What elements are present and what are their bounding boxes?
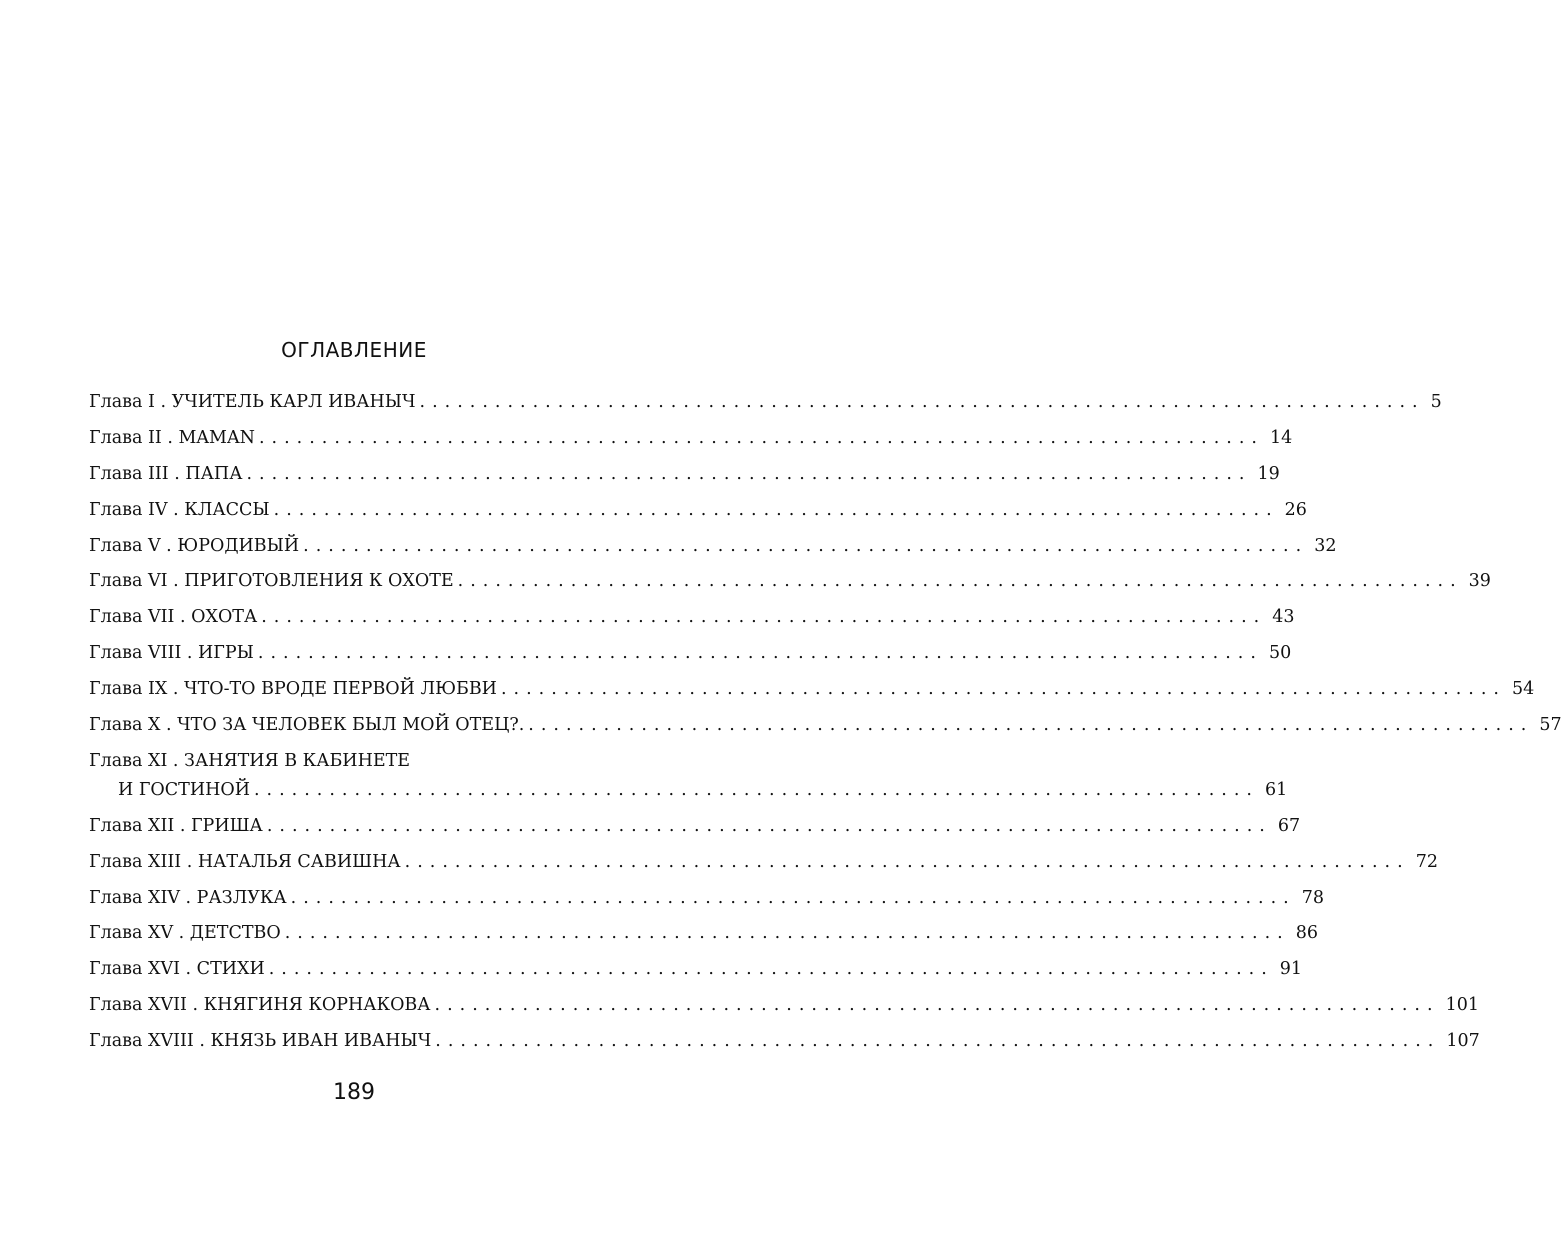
dot-leader: ................................................................................: [435, 1031, 1441, 1052]
toc-entry-label: Глава V . ЮРОДИВЫЙ: [89, 535, 300, 556]
toc-entry-page: 26: [1284, 499, 1307, 520]
toc-entry: [89, 923, 1319, 959]
toc-entry-label: Глава XV . ДЕТСТВО: [89, 923, 281, 944]
toc-entry-label: Глава XIV . РАЗЛУКА: [89, 887, 287, 908]
toc-entry-label-cont: И ГОСТИНОЙ: [118, 779, 250, 800]
toc-entry: [89, 995, 1479, 1031]
toc-entry-label: Глава IV . КЛАССЫ: [89, 499, 270, 520]
toc-entry-first-line: [89, 751, 620, 780]
toc-entry-page: 32: [1314, 535, 1337, 556]
toc-entry-page: 107: [1446, 1031, 1480, 1052]
toc-entry-page: 43: [1272, 607, 1295, 628]
toc-entry: [89, 679, 1535, 715]
dot-leader: ................................................................................: [434, 995, 1440, 1016]
toc-entry: [89, 815, 1301, 852]
toc-entry-page: 54: [1511, 679, 1535, 700]
dot-leader: ................................................................................: [268, 959, 1274, 980]
toc-entry: [89, 499, 1307, 536]
toc-entry-label: Глава XVII . КНЯГИНЯ КОРНАКОВА: [89, 995, 431, 1016]
dot-leader: ................................................................................: [261, 607, 1267, 628]
page-number: 189: [333, 1080, 375, 1105]
toc-entry-label: Глава XVI . СТИХИ: [89, 959, 265, 980]
toc-entry-label: Глава XVIII . КНЯЗЬ ИВАН ИВАНЫЧ: [89, 1031, 432, 1052]
toc-entry: [89, 427, 1293, 464]
toc-entry: [89, 959, 1303, 995]
toc-entry-label: Глава VI . ПРИГОТОВЛЕНИЯ К ОХОТЕ: [89, 571, 454, 592]
toc-entry: [89, 607, 1295, 643]
dot-leader: ................................................................................: [500, 679, 1506, 700]
dot-leader: ................................................................................: [419, 392, 1425, 412]
dot-leader: ................................................................................: [258, 427, 1264, 448]
dot-leader: ................................................................................: [284, 923, 1290, 944]
toc-entry: [89, 851, 1438, 888]
toc-entry: [89, 715, 1562, 751]
toc-entry-page: 61: [1264, 779, 1288, 800]
dot-leader: ................................................................................: [303, 535, 1309, 556]
toc-entry-label: Глава XIII . НАТАЛЬЯ САВИШНА: [89, 851, 401, 872]
toc-entry-label: Глава II . MAMAN: [89, 427, 255, 448]
dot-leader: ................................................................................: [253, 779, 1259, 800]
toc-entry-label: Глава X . ЧТО ЗА ЧЕЛОВЕК БЫЛ МОЙ ОТЕЦ?.: [89, 715, 525, 736]
toc-entry-label: Глава XI . ЗАНЯТИЯ В КАБИНЕТЕ: [89, 750, 411, 771]
toc-entry-page: 14: [1269, 427, 1293, 448]
toc-entry-page: 19: [1257, 463, 1280, 484]
toc-entry-page: 67: [1277, 815, 1301, 836]
dot-leader: ................................................................................: [246, 463, 1252, 484]
dot-leader: ................................................................................: [404, 851, 1410, 872]
toc-entry: [89, 463, 1280, 500]
toc-entry-page: 101: [1445, 995, 1479, 1016]
dot-leader: ................................................................................: [528, 715, 1534, 736]
toc-entry-label: Глава IX . ЧТО-ТО ВРОДЕ ПЕРВОЙ ЛЮБВИ: [89, 679, 497, 700]
toc-entry-page: 50: [1268, 643, 1292, 664]
toc-entry-label: Глава VII . ОХОТА: [89, 607, 258, 628]
toc-entry: [89, 887, 1324, 924]
toc-entry-label: Глава VIII . ИГРЫ: [89, 643, 254, 664]
toc-entry-label: Глава I . УЧИТЕЛЬ КАРЛ ИВАНЫЧ: [89, 392, 416, 412]
toc-entry-continuation: [89, 779, 1288, 816]
dot-leader: ................................................................................: [257, 643, 1263, 664]
toc-entry-page: 72: [1415, 851, 1438, 872]
dot-leader: ................................................................................: [290, 887, 1296, 908]
toc-entry-label: Глава XII . ГРИША: [89, 815, 263, 836]
toc-entry-page: 86: [1295, 923, 1319, 944]
toc-entry-page: 39: [1468, 571, 1491, 592]
toc-entry: [89, 392, 1442, 428]
toc-entry-page: 91: [1279, 959, 1303, 980]
dot-leader: ................................................................................: [266, 815, 1272, 836]
toc-list: [89, 392, 1562, 1067]
toc-entry: [89, 535, 1337, 572]
toc-entry: [89, 643, 1292, 679]
toc-entry: [89, 1031, 1480, 1067]
toc-heading: ОГЛАВЛЕНИЕ: [281, 338, 427, 362]
toc-entry-label: Глава III . ПАПА: [89, 463, 243, 484]
dot-leader: ................................................................................: [457, 571, 1463, 592]
toc-entry-page: 57: [1539, 715, 1562, 736]
toc-entry-page: 78: [1301, 887, 1324, 908]
toc-entry: [89, 571, 1491, 607]
dot-leader: ................................................................................: [273, 499, 1279, 520]
toc-entry-page: 5: [1430, 392, 1442, 412]
